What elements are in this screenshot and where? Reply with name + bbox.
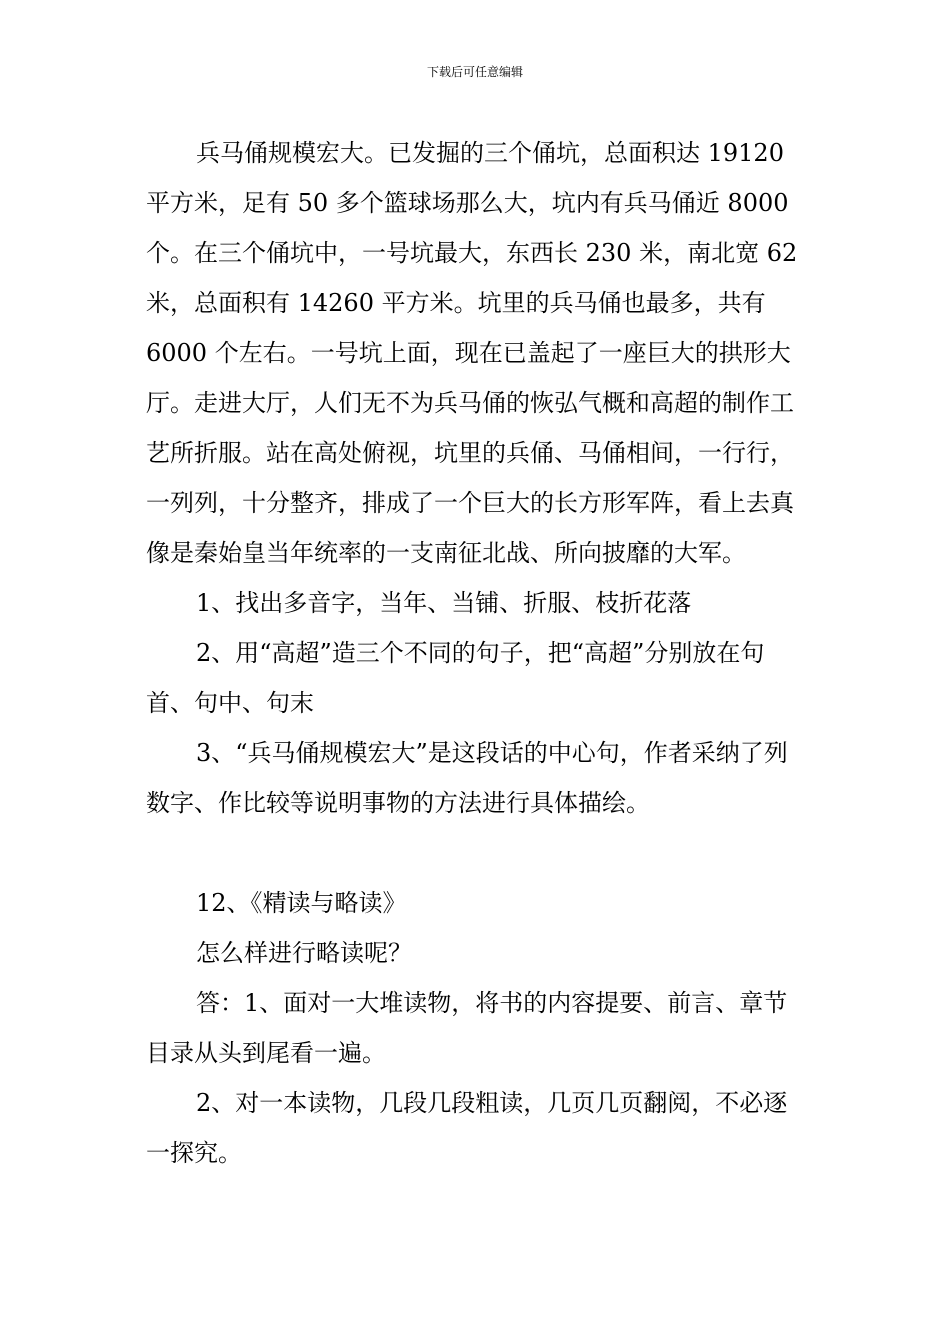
question-3: 3、“兵马俑规模宏大”是这段话的中心句，作者采纳了列数字、作比较等说明事物的方法进行具体描绘。 (146, 739, 788, 817)
answer-1: 答：1、面对一大堆读物，将书的内容提要、前言、章节目录从头到尾看一遍。 (146, 989, 788, 1067)
question-1: 1、找出多音字，当年、当铺、折服、枝折花落 (196, 589, 692, 617)
document-body (146, 128, 810, 1178)
section-question: 怎么样进行略读呢？ (196, 939, 412, 967)
header-note: 下载后可任意编辑 (426, 65, 523, 79)
question-2: 2、用“高超”造三个不同的句子，把“高超”分别放在句首、句中、句末 (146, 639, 765, 717)
paragraph-terracotta-army: 兵马俑规模宏大。已发掘的三个俑坑，总面积达 19120 平方米，足有 50 多个篮球场那么大，坑内有兵马俑近 8000 个。在三个俑坑中，一号坑最大，东西长 230 米，南北宽 62 米，总面积有 14260 平方米。坑里的兵马俑也最多，共有 6000 个左右。一号坑上面，现在已盖起了一座巨大的拱形大厅。走进大厅，人们无不为兵马俑的恢弘气概和高超的制作工艺所折服。站在高处俯视，坑里的兵俑、马俑相间，一行行，一列列，十分整齐，排成了一个巨大的长方形军阵，看上去真像是秦始皇当年统率的一支南征北战、所向披靡的大军。 (146, 139, 798, 567)
section-title: 12、《精读与略读》 (196, 889, 407, 917)
answer-2: 2、对一本读物，几段几段粗读，几页几页翻阅，不必逐一探究。 (146, 1089, 788, 1167)
blank-line (146, 828, 810, 878)
